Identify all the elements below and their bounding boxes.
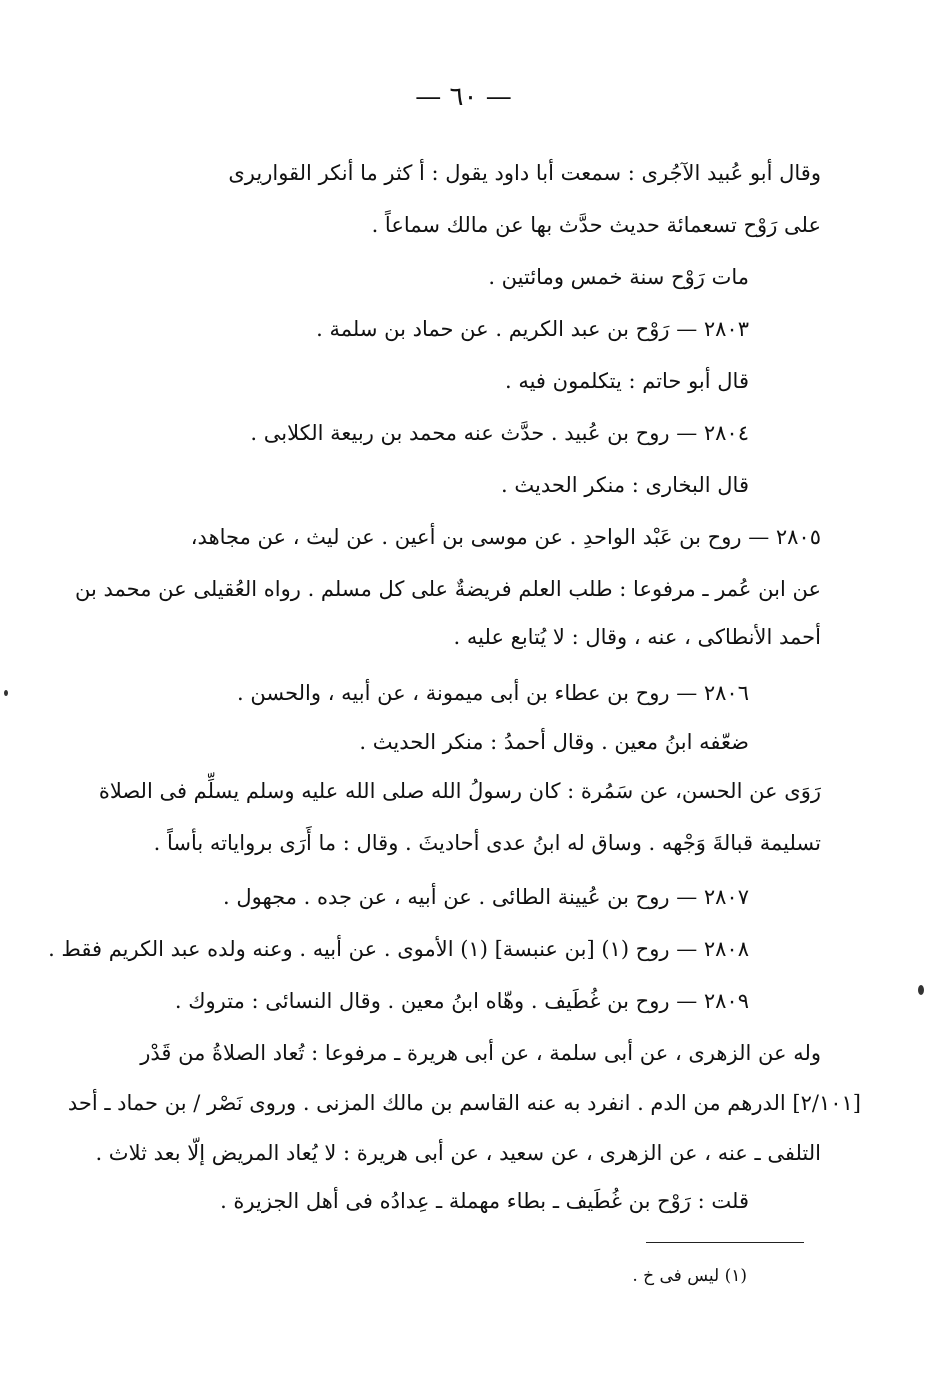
text-line: ٢٨٠٥ — روح بن عَبْد الواحدِ . عن موسى بن أعين . عن ليث ، عن مجاهد، <box>190 525 821 549</box>
text-line: تسليمة قبالةَ وَجْهه . وساق له ابنُ عدى أحاديثَ . وقال : ما أَرَى برواياته بأساً . <box>153 831 821 855</box>
footnote: (١) ليس فى خ . <box>632 1266 747 1286</box>
footnote-divider <box>646 1242 804 1243</box>
text-line: ٢٨٠٤ — روح بن عُبيد . حدَّث عنه محمد بن ربيعة الكلابى . <box>250 421 749 445</box>
text-line: أحمد الأنطاكى ، عنه ، وقال : لا يُتابع عليه . <box>453 625 821 649</box>
text-line: قلت : رَوْح بن غُطَيف ـ بطاء مهملة ـ عِدادُه فى أهل الجزيرة . <box>220 1189 749 1213</box>
text-line: على رَوْح تسعمائة حديث حدَّث بها عن مالك سماعاً . <box>371 213 821 237</box>
text-line: وقال أبو عُبيد الآجُرى : سمعت أبا داود يقول : أ كثر ما أنكر القواريرى <box>228 161 821 185</box>
text-line: عن ابن عُمر ـ مرفوعا : طلب العلم فريضةٌ على كل مسلم . رواه العُقيلى عن محمد بن <box>74 577 821 601</box>
scan-dot-mark <box>4 690 8 696</box>
text-line: رَوَى عن الحسن، عن سَمُرة : كان رسولُ الله صلى الله عليه وسلم يسلِّم فى الصلاة <box>98 779 821 803</box>
page-number: — ٦٠ — <box>415 82 512 112</box>
text-line: ٢٨٠٧ — روح بن عُيينة الطائى . عن أبيه ، عن جده . مجهول . <box>223 885 749 909</box>
text-line: ٢٨٠٩ — روح بن غُطَيف . وهّاه ابنُ معين . وقال النسائى : متروك . <box>174 989 749 1013</box>
scan-dot-mark <box>918 985 924 995</box>
text-line: ٢٨٠٣ — رَوْح بن عبد الكريم . عن حماد بن سلمة . <box>316 317 749 341</box>
text-line: مات رَوْح سنة خمس ومائتين . <box>488 265 749 289</box>
text-line: التلفى ـ عنه ، عن الزهرى ، عن سعيد ، عن أبى هريرة : لا يُعاد المريض إلّا بعد ثلاث . <box>95 1141 821 1165</box>
text-line: وله عن الزهرى ، عن أبى سلمة ، عن أبى هريرة ـ مرفوعا : تُعاد الصلاةُ من قَدْر <box>140 1041 821 1065</box>
text-line: ٢٨٠٨ — روح (١) [بن عنبسة] (١) الأموى . عن أبيه . وعنه ولده عبد الكريم فقط . <box>48 937 749 961</box>
text-line: قال البخارى : منكر الحديث . <box>501 473 749 497</box>
text-line: قال أبو حاتم : يتكلمون فيه . <box>504 369 749 393</box>
text-line: ضعّفه ابنُ معين . وقال أحمدُ : منكر الحديث . <box>359 730 749 754</box>
text-line: ٢٨٠٦ — روح بن عطاء بن أبى ميمونة ، عن أبيه ، والحسن . <box>237 681 749 705</box>
text-line: [٢/١٠١] الدرهم من الدم . انفرد به عنه القاسم بن مالك المزنى . وروى نَصْر / بن حماد ـ أحد <box>67 1091 861 1115</box>
